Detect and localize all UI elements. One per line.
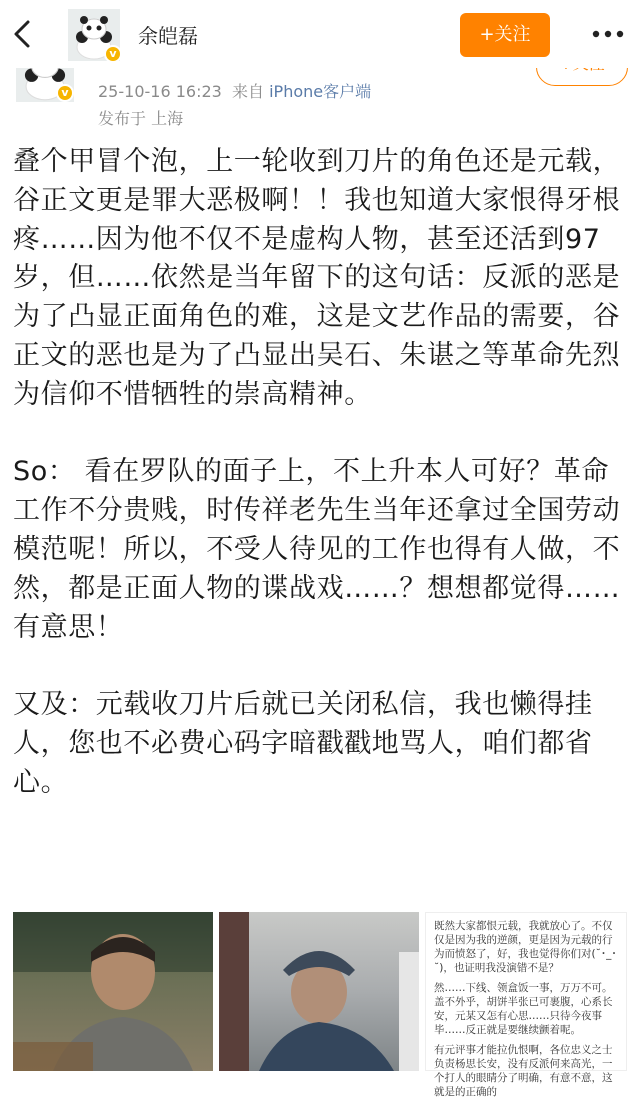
- source-link[interactable]: iPhone客户端: [269, 82, 372, 101]
- image-thumbnail-1[interactable]: [13, 912, 213, 1071]
- post-location: 发布于 上海: [98, 109, 184, 128]
- from-label: 来自: [232, 82, 265, 101]
- note-paragraph-1: 既然大家都恨元载，我就放心了。不仅仅是因为我的逆颜，更是因为元载的行为而愤怒了，好，我也觉得你们对(˘･_･˘)，也证明我没演错不是？: [434, 920, 617, 974]
- post-paragraph-3: 又及：元载收刀片后就已关闭私信，我也懒得挂人，您也不必费心码字暗戳戳地骂人，咱们都省心。: [13, 689, 593, 798]
- verified-badge-icon: v: [104, 45, 122, 63]
- follow-button[interactable]: +关注: [460, 13, 550, 57]
- image-thumbnail-3[interactable]: [425, 912, 627, 1098]
- username[interactable]: 余皑磊: [138, 24, 198, 48]
- avatar[interactable]: [68, 9, 120, 61]
- post-avatar[interactable]: [16, 62, 74, 102]
- chevron-left-icon[interactable]: [6, 14, 40, 54]
- post-paragraph-2: So： 看在罗队的面子上，不上升本人可好？革命工作不分贵贱，时传祥老先生当年还拿过全国劳动模范呢！所以，不受人待见的工作也得有人做，不然，都是正面人物的谍战戏……？想想都觉得……有意思！: [13, 456, 621, 643]
- top-nav: [0, 0, 640, 68]
- note-paragraph-3: 有元评事才能拉仇恨啊，各位忠义之士负责杨思长安，没有反派何来高光，一个打人的眼睛分了明确，有意不意，这就是的正确的: [434, 1044, 613, 1098]
- verified-badge-icon: v: [56, 84, 74, 102]
- photo-man-smiling-icon: [13, 912, 213, 1071]
- timestamp: 25-10-16 16:23: [98, 82, 222, 101]
- post-paragraph-1: 叠个甲冒个泡，上一轮收到刀片的角色还是元载，谷正文更是罪大恶极啊！！我也知道大家恨得牙根疼……因为他不仅不是虚构人物，甚至还活到97岁，但……依然是当年留下的这句话：反派的恶是为了凸显正面角色的难，这是文艺作品的需要，谷正文的恶也是为了凸显出吴石、朱谌之等革命先烈为信仰不惜牺牲的崇高精神。: [13, 146, 621, 410]
- image-grid: [13, 912, 627, 1098]
- more-horizontal-icon[interactable]: [588, 22, 628, 46]
- image-thumbnail-2[interactable]: [219, 912, 419, 1071]
- post-meta: [98, 79, 371, 102]
- photo-man-in-cap-icon: [219, 912, 419, 1071]
- note-paragraph-2: 然……下线、领盒饭一事，万万不可。盖不外乎，胡饼半张已可裹腹，心系长安，元某又怎有心思……只待今夜事毕……反正就是要继续颤着呢。: [434, 982, 613, 1036]
- post-body: [13, 143, 627, 841]
